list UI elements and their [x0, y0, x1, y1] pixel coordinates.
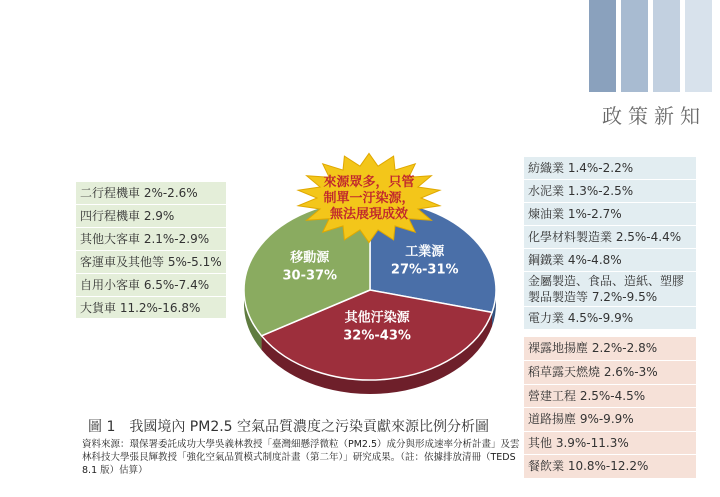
mobile-sources-panel [76, 182, 226, 318]
pollution-source-pie-chart [232, 150, 516, 400]
header-bar [589, 0, 616, 92]
industrial-source-item: 鋼鐵業 4%-4.8% [528, 253, 622, 267]
figure-caption: 圖 1 我國境內 PM2.5 空氣品質濃度之污染貢獻來源比例分析圖 [88, 419, 490, 435]
header-decoration-bars [589, 0, 712, 92]
industrial-source-item: 金屬製造、食品、造紙、塑膠 [528, 274, 685, 288]
mobile-source-item: 二行程機車 2%-2.6% [80, 186, 198, 200]
industrial-slice-percent: 27%-31% [390, 262, 459, 278]
section-brand: 政策新知 [602, 104, 706, 128]
other-source-item: 道路揚塵 9%-9.9% [528, 412, 634, 426]
header-bar [621, 0, 648, 92]
industrial-source-item: 煉油業 1%-2.7% [528, 207, 622, 221]
industrial-source-item: 製品製造等 7.2%-9.5% [528, 290, 658, 304]
mobile-slice-name: 移動源 [290, 250, 330, 266]
other-source-item: 餐飲業 10.8%-12.2% [528, 459, 649, 473]
other-slice-name: 其他汙染源 [344, 310, 410, 326]
mobile-source-item: 四行程機車 2.9% [80, 209, 175, 223]
other-sources-panel [524, 337, 696, 478]
mobile-source-item: 客運車及其他等 5%-5.1% [80, 255, 222, 269]
mobile-source-item: 大貨車 11.2%-16.8% [80, 301, 201, 315]
mobile-source-item: 其他大客車 2.1%-2.9% [80, 232, 210, 246]
header-bar [685, 0, 712, 92]
other-source-item: 營建工程 2.5%-4.5% [528, 389, 646, 403]
industrial-sources-panel [524, 157, 696, 329]
other-source-item: 稻草露天燃燒 2.6%-3% [528, 365, 658, 379]
other-slice-percent: 32%-43% [343, 328, 411, 344]
callout-line: 制單一汙染源， [323, 191, 415, 206]
other-source-item: 裸露地揚塵 2.2%-2.8% [528, 341, 658, 355]
industrial-source-item: 紡織業 1.4%-2.2% [528, 161, 634, 175]
industrial-slice-name: 工業源 [405, 244, 445, 260]
callout-line: 無法展現成效 [329, 207, 409, 222]
industrial-source-item: 水泥業 1.3%-2.5% [528, 184, 634, 198]
industrial-source-item: 化學材料製造業 2.5%-4.4% [528, 230, 682, 244]
callout-line: 來源眾多，只管 [323, 175, 415, 190]
mobile-source-item: 自用小客車 6.5%-7.4% [80, 278, 210, 292]
header-bar [653, 0, 680, 92]
industrial-source-item: 電力業 4.5%-9.9% [528, 311, 634, 325]
other-source-item: 其他 3.9%-11.3% [528, 436, 629, 450]
mobile-slice-percent: 30-37% [282, 268, 338, 284]
source-note: 資料來源：環保署委託成功大學吳義林教授「臺灣細懸浮微粒（PM2.5）成分與形成速率分析計畫」及雲林科技大學張艮輝教授「強化空氣品質模式制度計畫（第二年）」研究成果。（註：依據排放清冊（TEDS 8.1 版）估算） [82, 439, 520, 476]
